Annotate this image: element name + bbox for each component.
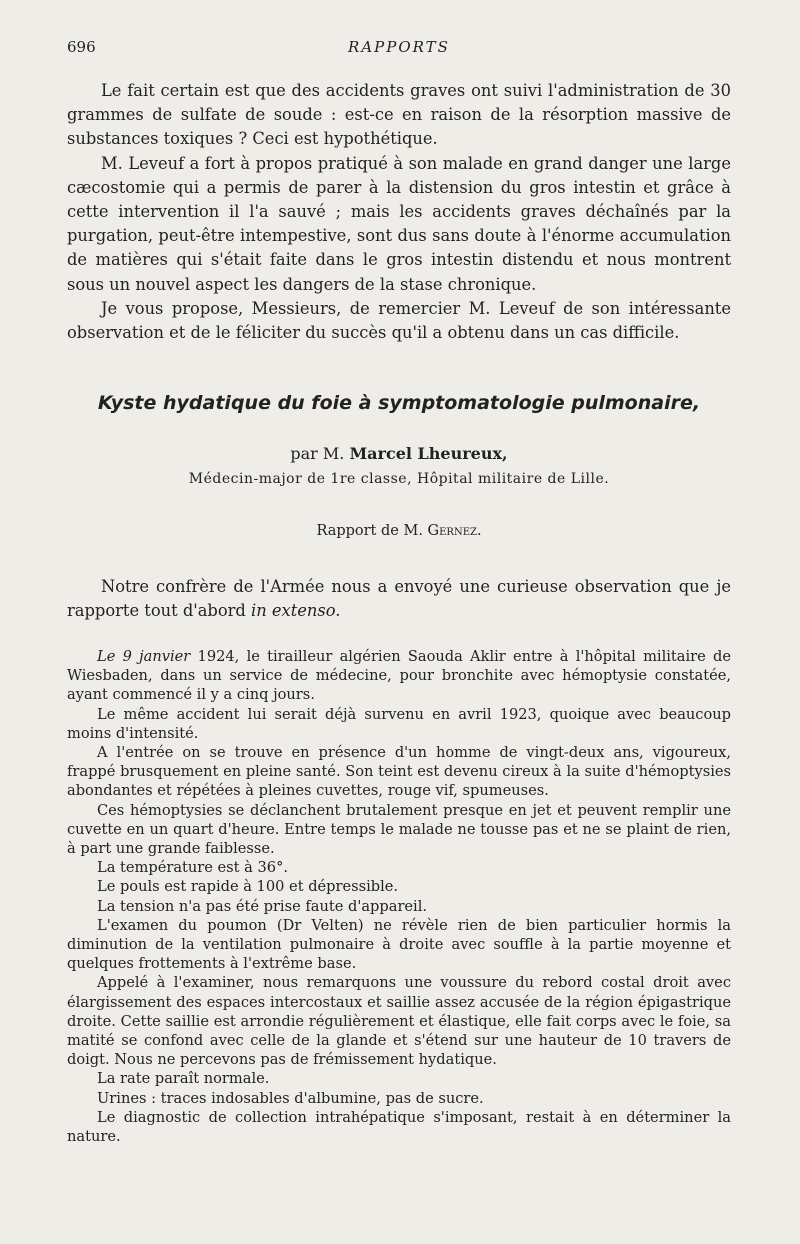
observation-paragraph [67, 647, 731, 705]
observation-paragraph: La température est à 36°. [97, 859, 289, 877]
lead-italic: in extenso. [251, 601, 341, 621]
intro-paragraph: M. Leveuf a fort à propos pratiqué à son malade en grand danger une large cæcostomie qui a permis de parer à la distension du gros intestin et grâce à cette intervention il l'a sauvé ; mais les accidents graves déchaînés par la purgation, peut-être intempestive, sont dus sans doute à l'énorme accumulation de matières qui s'était faite dans le gros intestin distendu et nous montrent sous un nouvel aspect les dangers de la stase chronique. [67, 153, 731, 294]
byline [67, 444, 731, 463]
observation-paragraph: A l'entrée on se trouve en présence d'un homme de vingt-deux ans, vigoureux, frappé brusquement en pleine santé. Son teint est devenu cireux à la suite d'hémoptysies abondantes et répétées à pleines cuvettes, rouge vif, spumeuses. [67, 744, 731, 800]
observation-paragraph: L'examen du poumon (Dr Velten) ne révèle rien de bien particulier hormis la diminution de la ventilation pulmonaire à droite avec souffle à la partie moyenne et quelques frottements à l'extrême base. [67, 916, 731, 973]
observation-paragraph: Le même accident lui serait déjà survenu en avril 1923, quoique avec beaucoup moins d'intensité. [67, 705, 731, 742]
byline-prefix: par M. [290, 444, 350, 463]
article-title-block [67, 392, 731, 414]
article-title: Kyste hydatique du foie à symptomatologie pulmonaire, [97, 392, 701, 414]
observation-paragraph: Le diagnostic de collection intrahépatique s'imposant, restait à en déterminer la nature. [67, 1108, 731, 1146]
report-prefix: Rapport de M. [316, 523, 428, 539]
running-title: RAPPORTS [348, 38, 450, 56]
observation-section [67, 647, 731, 1146]
report-line [67, 523, 731, 539]
lead-text: Notre confrère de l'Armée nous a envoyé une curieuse observation que je rapporte tout d'abord [67, 577, 731, 621]
observation-paragraph: Ces hémoptysies se déclanchent brutalement presque en jet et peuvent remplir une cuvette en un quart d'heure. Entre temps le malade ne tousse pas et ne se plaint de rien, à part une grande faiblesse. [67, 801, 731, 858]
lead-section [67, 575, 731, 623]
author-name: Marcel Lheureux, [349, 444, 508, 463]
observation-paragraph: La tension n'a pas été prise faute d'appareil. [97, 897, 428, 915]
report-author: Gernez. [427, 523, 482, 539]
observation-paragraph: Le pouls est rapide à 100 et dépressible. [97, 878, 399, 896]
observation-paragraph: Urines : traces indosables d'albumine, pas de sucre. [97, 1089, 484, 1107]
intro-paragraph: Je vous propose, Messieurs, de remercier M. Leveuf de son intéressante observation et de le féliciter du succès qu'il a obtenu dans un cas difficile. [67, 298, 731, 343]
author-affiliation: Médecin-major de 1re classe, Hôpital militaire de Lille. [188, 471, 610, 487]
page-number: 696 [67, 38, 96, 56]
intro-paragraph: Le fait certain est que des accidents graves ont suivi l'administration de 30 grammes de sulfate de soude : est-ce en raison de la résorption massive de substances toxiques ? Ceci est hypothétique. [67, 81, 731, 149]
observation-paragraph: La rate paraît normale. [97, 1070, 270, 1088]
intro-section [67, 79, 731, 345]
observation-paragraph: Appelé à l'examiner, nous remarquons une voussure du rebord costal droit avec élargissement des espaces intercostaux et saillie assez accusée de la région épigastrique droite. Cette saillie est arrondie régulièrement et élastique, elle fait corps avec le foie, sa matité se confond avec celle de la glande et s'étend sur une hauteur de 10 travers de doigt. Nous ne percevons pas de frémissement hydatique. [67, 974, 731, 1069]
observation-date: Le 9 janvier [97, 648, 191, 665]
lead-paragraph [67, 575, 731, 623]
observation-first-text: 1924, le tirailleur algérien Saouda Aklir entre à l'hôpital militaire de Wiesbaden, dans un service de médecine, pour bronchite avec hémoptysie constatée, ayant commencé il y a cinq jours. [67, 648, 732, 704]
running-head [67, 38, 731, 60]
